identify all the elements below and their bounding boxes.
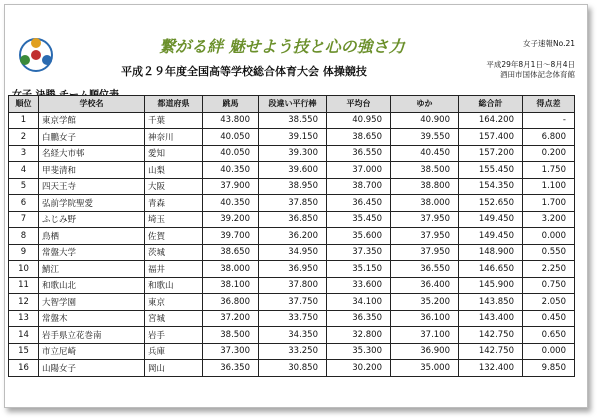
event-venue: 酒田市国体記念体育館: [500, 70, 575, 79]
beam-cell: 35.450: [327, 211, 391, 228]
total-cell: 145.900: [459, 277, 523, 294]
floor-cell: 36.900: [391, 343, 459, 360]
slogan: 繋がる絆 魅せよう技と心の強さ力: [159, 37, 405, 56]
prefecture-cell: 兵庫: [145, 343, 203, 360]
bars-cell: 33.750: [259, 310, 327, 327]
beam-cell: 37.350: [327, 244, 391, 261]
table-body: [9, 112, 575, 376]
beam-cell: 35.300: [327, 343, 391, 360]
vault-cell: 40.350: [203, 195, 259, 212]
prefecture-cell: 埼玉: [145, 211, 203, 228]
beam-cell: 35.600: [327, 228, 391, 245]
vault-cell: 39.700: [203, 228, 259, 245]
beam-cell: 30.200: [327, 360, 391, 377]
rank-cell: 5: [9, 178, 39, 195]
total-cell: 149.450: [459, 228, 523, 245]
total-cell: 142.750: [459, 343, 523, 360]
school-cell: 名経大市邨: [39, 145, 145, 162]
header-school: 学校名: [39, 96, 145, 113]
header-prefecture: 都道府県: [145, 96, 203, 113]
rank-cell: 1: [9, 112, 39, 129]
rank-cell: 13: [9, 310, 39, 327]
diff-cell: 3.200: [523, 211, 575, 228]
floor-cell: 37.950: [391, 211, 459, 228]
prefecture-cell: 茨城: [145, 244, 203, 261]
prefecture-cell: 青森: [145, 195, 203, 212]
event-info: [486, 60, 575, 80]
vault-cell: 37.200: [203, 310, 259, 327]
floor-cell: 37.950: [391, 228, 459, 245]
rank-cell: 4: [9, 162, 39, 179]
bars-cell: 39.600: [259, 162, 327, 179]
floor-cell: 36.550: [391, 261, 459, 278]
vault-cell: 38.000: [203, 261, 259, 278]
diff-cell: 1.700: [523, 195, 575, 212]
prefecture-cell: 宮城: [145, 310, 203, 327]
vault-cell: 36.350: [203, 360, 259, 377]
beam-cell: 40.950: [327, 112, 391, 129]
beam-cell: 32.800: [327, 327, 391, 344]
event-date: 平成29年8月1日～8月4日: [486, 60, 575, 69]
beam-cell: 35.150: [327, 261, 391, 278]
school-cell: 大智学園: [39, 294, 145, 311]
diff-cell: 2.250: [523, 261, 575, 278]
table-header-row: [9, 96, 575, 113]
inter-high-emblem-icon: [18, 37, 54, 73]
diff-cell: 2.050: [523, 294, 575, 311]
prefecture-cell: 岩手: [145, 327, 203, 344]
beam-cell: 36.450: [327, 195, 391, 212]
school-cell: 四天王寺: [39, 178, 145, 195]
table-row: [9, 343, 575, 360]
prefecture-cell: 和歌山: [145, 277, 203, 294]
diff-cell: 0.450: [523, 310, 575, 327]
school-cell: 常盤大学: [39, 244, 145, 261]
diff-cell: 0.550: [523, 244, 575, 261]
header-vault: 跳馬: [203, 96, 259, 113]
rank-cell: 11: [9, 277, 39, 294]
floor-cell: 38.000: [391, 195, 459, 212]
total-cell: 155.450: [459, 162, 523, 179]
table-row: [9, 277, 575, 294]
vault-cell: 40.350: [203, 162, 259, 179]
rank-cell: 12: [9, 294, 39, 311]
team-ranking-table: [8, 95, 575, 377]
table-row: [9, 129, 575, 146]
vault-cell: 36.800: [203, 294, 259, 311]
prefecture-cell: 千葉: [145, 112, 203, 129]
rank-cell: 8: [9, 228, 39, 245]
page-title: 平成２９年度全国高等学校総合体育大会 体操競技: [121, 65, 367, 78]
bars-cell: 39.150: [259, 129, 327, 146]
bars-cell: 38.550: [259, 112, 327, 129]
school-cell: ふじみ野: [39, 211, 145, 228]
school-cell: 岩手県立花巻南: [39, 327, 145, 344]
header-balance-beam: 平均台: [327, 96, 391, 113]
bars-cell: 36.850: [259, 211, 327, 228]
rank-cell: 2: [9, 129, 39, 146]
floor-cell: 35.000: [391, 360, 459, 377]
vault-cell: 37.300: [203, 343, 259, 360]
rank-cell: 10: [9, 261, 39, 278]
school-cell: 鯖江: [39, 261, 145, 278]
diff-cell: 0.750: [523, 277, 575, 294]
vault-cell: 43.800: [203, 112, 259, 129]
rank-cell: 7: [9, 211, 39, 228]
total-cell: 152.650: [459, 195, 523, 212]
total-cell: 146.650: [459, 261, 523, 278]
diff-cell: 0.000: [523, 228, 575, 245]
rank-cell: 6: [9, 195, 39, 212]
total-cell: 164.200: [459, 112, 523, 129]
floor-cell: 38.500: [391, 162, 459, 179]
rank-cell: 14: [9, 327, 39, 344]
vault-cell: 40.050: [203, 129, 259, 146]
table-row: [9, 162, 575, 179]
school-cell: 鳥栖: [39, 228, 145, 245]
total-cell: 148.900: [459, 244, 523, 261]
total-cell: 143.400: [459, 310, 523, 327]
school-cell: 和歌山北: [39, 277, 145, 294]
beam-cell: 38.650: [327, 129, 391, 146]
bars-cell: 30.850: [259, 360, 327, 377]
table-row: [9, 145, 575, 162]
total-cell: 149.450: [459, 211, 523, 228]
floor-cell: 40.450: [391, 145, 459, 162]
floor-cell: 37.950: [391, 244, 459, 261]
table-row: [9, 211, 575, 228]
vault-cell: 38.100: [203, 277, 259, 294]
floor-cell: 38.800: [391, 178, 459, 195]
beam-cell: 38.700: [327, 178, 391, 195]
total-cell: 132.400: [459, 360, 523, 377]
bars-cell: 38.950: [259, 178, 327, 195]
table-row: [9, 195, 575, 212]
rank-cell: 3: [9, 145, 39, 162]
bars-cell: 36.200: [259, 228, 327, 245]
diff-cell: 1.750: [523, 162, 575, 179]
diff-cell: 6.800: [523, 129, 575, 146]
floor-cell: 36.400: [391, 277, 459, 294]
diff-cell: 9.850: [523, 360, 575, 377]
header-score-diff: 得点差: [523, 96, 575, 113]
school-cell: 山陽女子: [39, 360, 145, 377]
table-row: [9, 310, 575, 327]
header-rank: 順位: [9, 96, 39, 113]
bars-cell: 39.300: [259, 145, 327, 162]
floor-cell: 39.550: [391, 129, 459, 146]
vault-cell: 38.650: [203, 244, 259, 261]
rank-cell: 15: [9, 343, 39, 360]
floor-cell: 37.100: [391, 327, 459, 344]
diff-cell: 0.650: [523, 327, 575, 344]
table-row: [9, 244, 575, 261]
school-cell: 甲斐清和: [39, 162, 145, 179]
prefecture-cell: 佐賀: [145, 228, 203, 245]
diff-cell: -: [523, 112, 575, 129]
header-total: 総合計: [459, 96, 523, 113]
bars-cell: 37.800: [259, 277, 327, 294]
school-cell: 白鵬女子: [39, 129, 145, 146]
table-row: [9, 112, 575, 129]
prefecture-cell: 山梨: [145, 162, 203, 179]
vault-cell: 38.500: [203, 327, 259, 344]
bars-cell: 34.350: [259, 327, 327, 344]
prefecture-cell: 福井: [145, 261, 203, 278]
total-cell: 157.200: [459, 145, 523, 162]
total-cell: 157.400: [459, 129, 523, 146]
school-cell: 常盤木: [39, 310, 145, 327]
rank-cell: 9: [9, 244, 39, 261]
rank-cell: 16: [9, 360, 39, 377]
prefecture-cell: 東京: [145, 294, 203, 311]
table-row: [9, 327, 575, 344]
prefecture-cell: 岡山: [145, 360, 203, 377]
bars-cell: 37.850: [259, 195, 327, 212]
diff-cell: 0.000: [523, 343, 575, 360]
header-floor: ゆか: [391, 96, 459, 113]
prefecture-cell: 大阪: [145, 178, 203, 195]
table-row: [9, 360, 575, 377]
bulletin-number: 女子速報No.21: [523, 39, 575, 48]
prefecture-cell: 神奈川: [145, 129, 203, 146]
floor-cell: 35.200: [391, 294, 459, 311]
school-cell: 弘前学院聖愛: [39, 195, 145, 212]
total-cell: 143.850: [459, 294, 523, 311]
header-uneven-bars: 段違い平行棒: [259, 96, 327, 113]
total-cell: 154.350: [459, 178, 523, 195]
floor-cell: 40.900: [391, 112, 459, 129]
floor-cell: 36.100: [391, 310, 459, 327]
vault-cell: 40.050: [203, 145, 259, 162]
vault-cell: 39.200: [203, 211, 259, 228]
bars-cell: 36.950: [259, 261, 327, 278]
prefecture-cell: 愛知: [145, 145, 203, 162]
table-row: [9, 228, 575, 245]
diff-cell: 1.100: [523, 178, 575, 195]
bars-cell: 37.750: [259, 294, 327, 311]
beam-cell: 36.550: [327, 145, 391, 162]
vault-cell: 37.900: [203, 178, 259, 195]
table-row: [9, 294, 575, 311]
school-cell: 東京学館: [39, 112, 145, 129]
table-row: [9, 178, 575, 195]
beam-cell: 33.600: [327, 277, 391, 294]
diff-cell: 0.200: [523, 145, 575, 162]
beam-cell: 36.350: [327, 310, 391, 327]
beam-cell: 34.100: [327, 294, 391, 311]
total-cell: 142.750: [459, 327, 523, 344]
bars-cell: 34.950: [259, 244, 327, 261]
school-cell: 市立尼崎: [39, 343, 145, 360]
bars-cell: 33.250: [259, 343, 327, 360]
beam-cell: 37.000: [327, 162, 391, 179]
table-row: [9, 261, 575, 278]
